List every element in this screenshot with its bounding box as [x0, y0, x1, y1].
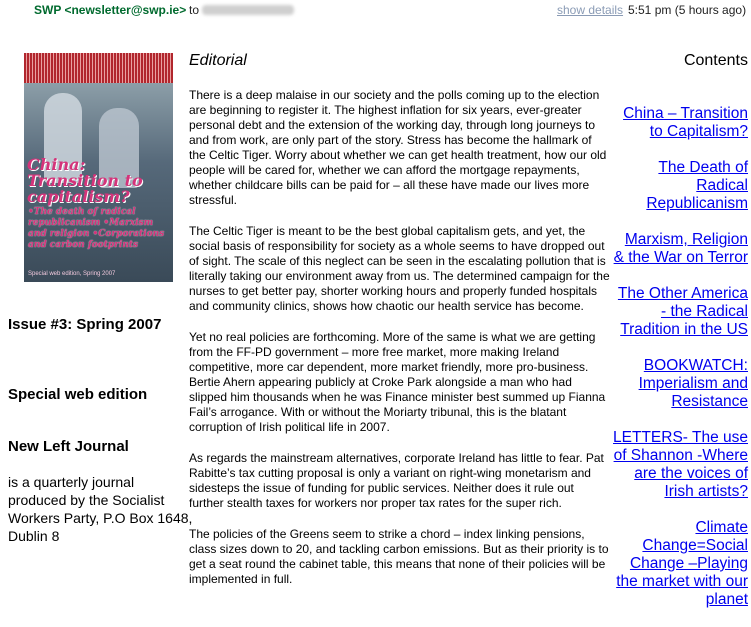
contents-link-other-america[interactable]: The Other America - the Radical Tradition in the US: [617, 285, 748, 338]
editorial-paragraph: As regards the mainstream alternatives, corporate Ireland has little to fear. Pat Rabitte’s tax cutting proposal is only a variant on right-wing monetarism and sidesteps the issue of funding for public services. Neither does it rule out further stealth taxes for workers nor proper tax rates for the super rich.: [189, 451, 604, 510]
contents-link-radical-republicanism[interactable]: The Death of Radical Republicanism: [646, 159, 748, 212]
editorial-paragraph: Yet no real policies are forthcoming. More of the same is what we are getting from the FF-PD government – more free market, more making Ireland competitive, more car dependent, more market friendly, more pro-business. Bertie Ahern appearing publicly at Croke Park alongside a man who had slipped him thousands when he was Finance minister best summed up Fianna Fail’s arrogance. With or without the Moriarty tribunal, this is the blatant corruption of Irish political life in 2007.: [189, 330, 606, 434]
editorial-body: [189, 88, 611, 603]
editorial-paragraph: There is a deep malaise in our society and the polls coming up to the election are beginning to register it. The highest inflation for six years, ever-greater personal debt and the extension of the working day, through long journeys to and from work, are only part of the story. Stress has become the hallmark of the Celtic Tiger. Worry about whether we can get health treatment, how our old people will be cared for, whether we can afford the mortgage repayments, whether childcare bills can be paid for – all these have made our lives more stressful.: [189, 88, 607, 207]
email-header: [0, 0, 751, 20]
editorial-paragraph: The policies of the Greens seem to strike a chord – index linking pensions, class sizes down to 20, and tackling carbon emissions. But as their priority is to get a seat round the cabinet table, this means that none of their policies will be implemented in full.: [189, 527, 609, 586]
show-details-link[interactable]: show details: [557, 3, 624, 17]
cover-title: China: Transition to capitalism?: [27, 155, 143, 206]
special-edition-label: Special web edition: [8, 386, 148, 403]
cover-masthead: [24, 53, 173, 83]
contents-link-china[interactable]: China – Transition to Capitalism?: [623, 105, 748, 140]
contents-heading: Contents: [683, 52, 748, 69]
recipient-label: to: [189, 3, 200, 17]
timestamp: 5:51 pm (5 hours ago): [628, 3, 747, 17]
journal-name: New Left Journal: [8, 438, 129, 455]
contents-link-marxism-religion[interactable]: Marxism, Religion & the War on Terror: [613, 231, 748, 266]
contents-link-climate-change[interactable]: Climate Change=Social Change –Playing the market with our planet: [616, 519, 748, 608]
journal-description: is a quarterly journal produced by the Socialist Workers Party, P.O Box 1648, Dublin 8: [8, 474, 193, 544]
contents-link-letters[interactable]: LETTERS- The use of Shannon -Where are the voices of Irish artists?: [613, 429, 748, 500]
cover-subtitle: •The death of radical republicanism •Marxism and religion •Corporations and carbon footprints: [28, 207, 165, 250]
issue-label: Issue #3: Spring 2007: [8, 316, 162, 333]
cover-footer: Special web edition, Spring 2007: [28, 271, 116, 277]
sender-address[interactable]: SWP <newsletter@swp.ie>: [34, 3, 187, 17]
contents-list: [612, 105, 748, 627]
cover-image: [24, 53, 173, 282]
redacted-recipient: [202, 5, 294, 15]
editorial-paragraph: The Celtic Tiger is meant to be the best global capitalism gets, and yet, the social basis of responsibility for society as a whole seems to have dropped out of sight. The scale of this neglect can be seen in the escalating pollution that is literally taking our environment away from us. The determined campaign for the nurses to get better pay, shorter working hours and properly funded hospitals and community clinics, shows how chaotic our health service has become.: [189, 224, 610, 313]
editorial-title: Editorial: [189, 52, 247, 69]
contents-link-bookwatch[interactable]: BOOKWATCH: Imperialism and Resistance: [638, 357, 748, 410]
